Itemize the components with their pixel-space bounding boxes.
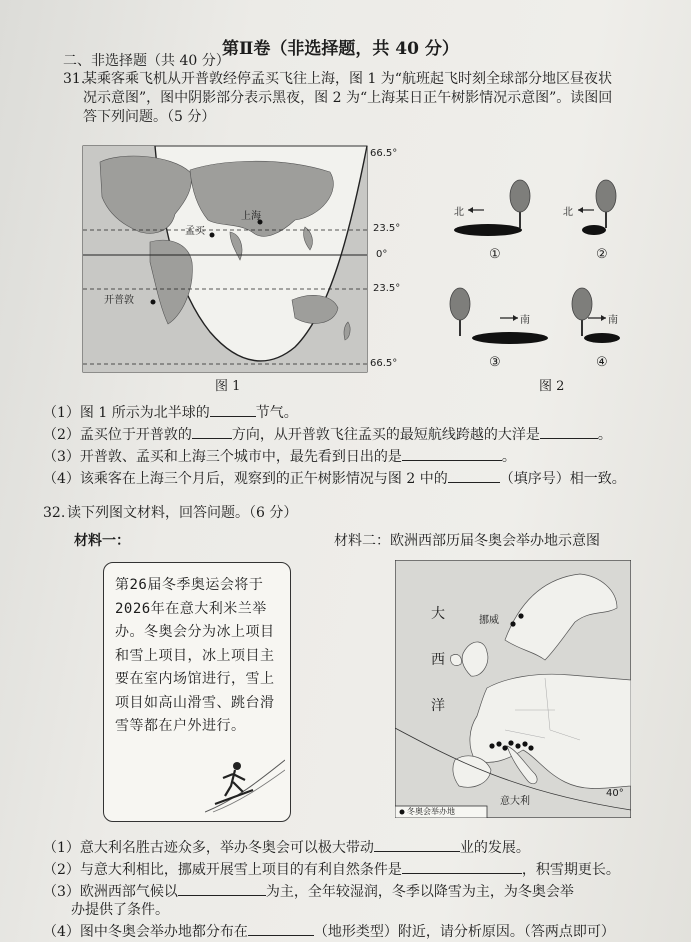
q31-number: 31.	[63, 71, 86, 87]
tree-1	[510, 180, 530, 228]
q32-sub2	[43, 859, 620, 879]
q31-sub4-text-a: （4）该乘客在上海三个月后，观察到的正午树影情况与图 2 中的	[43, 471, 448, 487]
q32-sub3	[43, 881, 574, 901]
fig2-south-3: 南	[520, 315, 530, 326]
q31-sub4-text-b: （填序号）相一致。	[499, 471, 626, 487]
fig2-north-1: 北	[454, 207, 464, 218]
mumbai-point	[210, 233, 215, 238]
fig2-north-2: 北	[563, 207, 573, 218]
q31-sub2-text-a: （2）孟买位于开普敦的	[43, 427, 192, 443]
q32-intro: 读下列图文材料，回答问题。（6 分）	[67, 505, 298, 521]
q31-sub1-text-a: （1）图 1 所示为北半球的	[43, 405, 210, 421]
material1-text: 第26届冬季奥运会将于2026年在意大利米兰举办。冬奥会分为冰上项目和雪上项目，冰上项目主要在室内场馆进行，雪上项目如高山滑雪、跳台滑雪等都在户外进行。	[115, 577, 275, 734]
q31-sub4	[43, 468, 626, 488]
q31-sub2-text-b: 方向，从开普敦飞往孟买的最短航线跨越的大洋是	[231, 427, 540, 443]
q32-sub4-text-b: （地形类型）附近，请分析原因。（答两点即可）	[313, 924, 615, 940]
material2-title: 材料二：欧洲西部历届冬奥会举办地示意图	[334, 533, 600, 549]
figure1-caption: 图 1	[215, 379, 241, 394]
figure2-caption: 图 2	[539, 379, 565, 394]
tree-3	[450, 288, 470, 336]
q32-sub2-text-a: （2）与意大利相比，挪威开展雪上项目的有利自然条件是	[43, 862, 402, 878]
q31-sub1-blank[interactable]	[210, 402, 256, 417]
shadow-1	[454, 224, 522, 236]
q31-sub3-text-a: （3）开普敦、孟买和上海三个城市中，最先看到日出的是	[43, 449, 402, 465]
shadow-3	[472, 332, 548, 344]
q32-sub3-text-a: （3）欧洲西部气候以	[43, 884, 178, 900]
q32-sub1-text-b: 业的发展。	[459, 840, 530, 856]
q32-sub3-blank[interactable]	[178, 881, 266, 896]
q32-sub4-text-a: （4）图中冬奥会举办地都分布在	[43, 924, 248, 940]
q32-number: 32.	[43, 505, 66, 521]
map-label-40: 40°	[606, 788, 624, 799]
figure2-tree-shadows	[438, 168, 638, 378]
q32-sub2-text-b: ，积雪期更长。	[521, 862, 620, 878]
label-capetown: 开普敦	[104, 295, 134, 306]
map-ocean-da: 大	[431, 606, 445, 622]
q31-sub3	[43, 446, 516, 466]
label-shanghai: 上海	[241, 211, 261, 222]
q32-sub2-blank[interactable]	[402, 859, 522, 874]
fig2-num-4: ④	[596, 355, 608, 370]
arrow-north-1	[468, 207, 473, 213]
fig2-num-2: ②	[596, 247, 608, 262]
section-heading: 二、非选择题（共 40 分）	[63, 53, 230, 69]
label-mumbai: 孟买	[185, 226, 205, 237]
q32-sub1-text-a: （1）意大利名胜古迹众多，举办冬奥会可以极大带动	[43, 840, 374, 856]
q31-sub2-blank-1[interactable]	[192, 424, 232, 439]
tree-2	[596, 180, 616, 228]
lat-label-66n: 66.5°	[370, 148, 398, 159]
skier-icon	[205, 752, 285, 814]
map-ocean-xi: 西	[431, 652, 445, 668]
capetown-point	[151, 300, 156, 305]
q31-sub2-blank-2[interactable]	[540, 424, 598, 439]
lat-label-66s: 66.5°	[370, 358, 398, 369]
q32-sub3-text-b: 为主，全年较湿润，冬季以降雪为主，为冬奥会举	[265, 884, 574, 900]
q32-sub3-cont: 办提供了条件。	[71, 902, 169, 918]
lat-label-23n: 23.5°	[373, 223, 401, 234]
map-ocean-yang: 洋	[431, 698, 445, 714]
fig2-south-4: 南	[608, 315, 618, 326]
q31-intro-line2: 况示意图”，图中阴影部分表示黑夜，图 2 为“上海某日正午树影情况示意图”。读图回	[83, 90, 613, 106]
figure1-map	[80, 142, 406, 378]
q31-intro-line1: 某乘客乘飞机从开普敦经停孟买飞往上海，图 1 为“航班起飞时刻全球部分地区昼夜状	[83, 71, 612, 87]
q32-sub1	[43, 837, 530, 857]
q31-sub2-text-c: 。	[597, 427, 612, 443]
lat-label-23s: 23.5°	[373, 283, 401, 294]
map-legend-label: 冬奥会举办地	[407, 807, 455, 816]
arrow-north-2	[578, 207, 583, 213]
q32-sub4-blank[interactable]	[248, 921, 314, 936]
shadow-2	[582, 225, 606, 235]
q31-sub3-text-b: 。	[501, 449, 516, 465]
arrow-south-4	[601, 315, 606, 321]
paper-title: 第Ⅱ卷（非选择题，共 40 分）	[222, 39, 459, 59]
q31-sub4-blank[interactable]	[448, 468, 500, 483]
map-label-norway: 挪威	[479, 615, 499, 626]
q31-sub1-text-b: 节气。	[255, 405, 298, 421]
q31-sub2	[43, 424, 612, 444]
material1-title: 材料一：	[74, 533, 130, 549]
fig2-num-3: ③	[489, 355, 501, 370]
fig2-num-1: ①	[489, 247, 501, 262]
tree-4	[572, 288, 592, 336]
legend-dot	[400, 810, 405, 815]
q31-intro-line3: 答下列问题。（5 分）	[83, 109, 216, 125]
q32-sub1-blank[interactable]	[374, 837, 460, 852]
shadow-4	[584, 333, 620, 343]
map-label-italy: 意大利	[500, 796, 530, 807]
q31-sub1	[43, 402, 298, 422]
q31-sub3-blank[interactable]	[402, 446, 502, 461]
arrow-south-3	[513, 315, 518, 321]
lat-label-0: 0°	[376, 249, 388, 260]
europe-map	[395, 560, 631, 818]
q32-sub4	[43, 921, 615, 941]
